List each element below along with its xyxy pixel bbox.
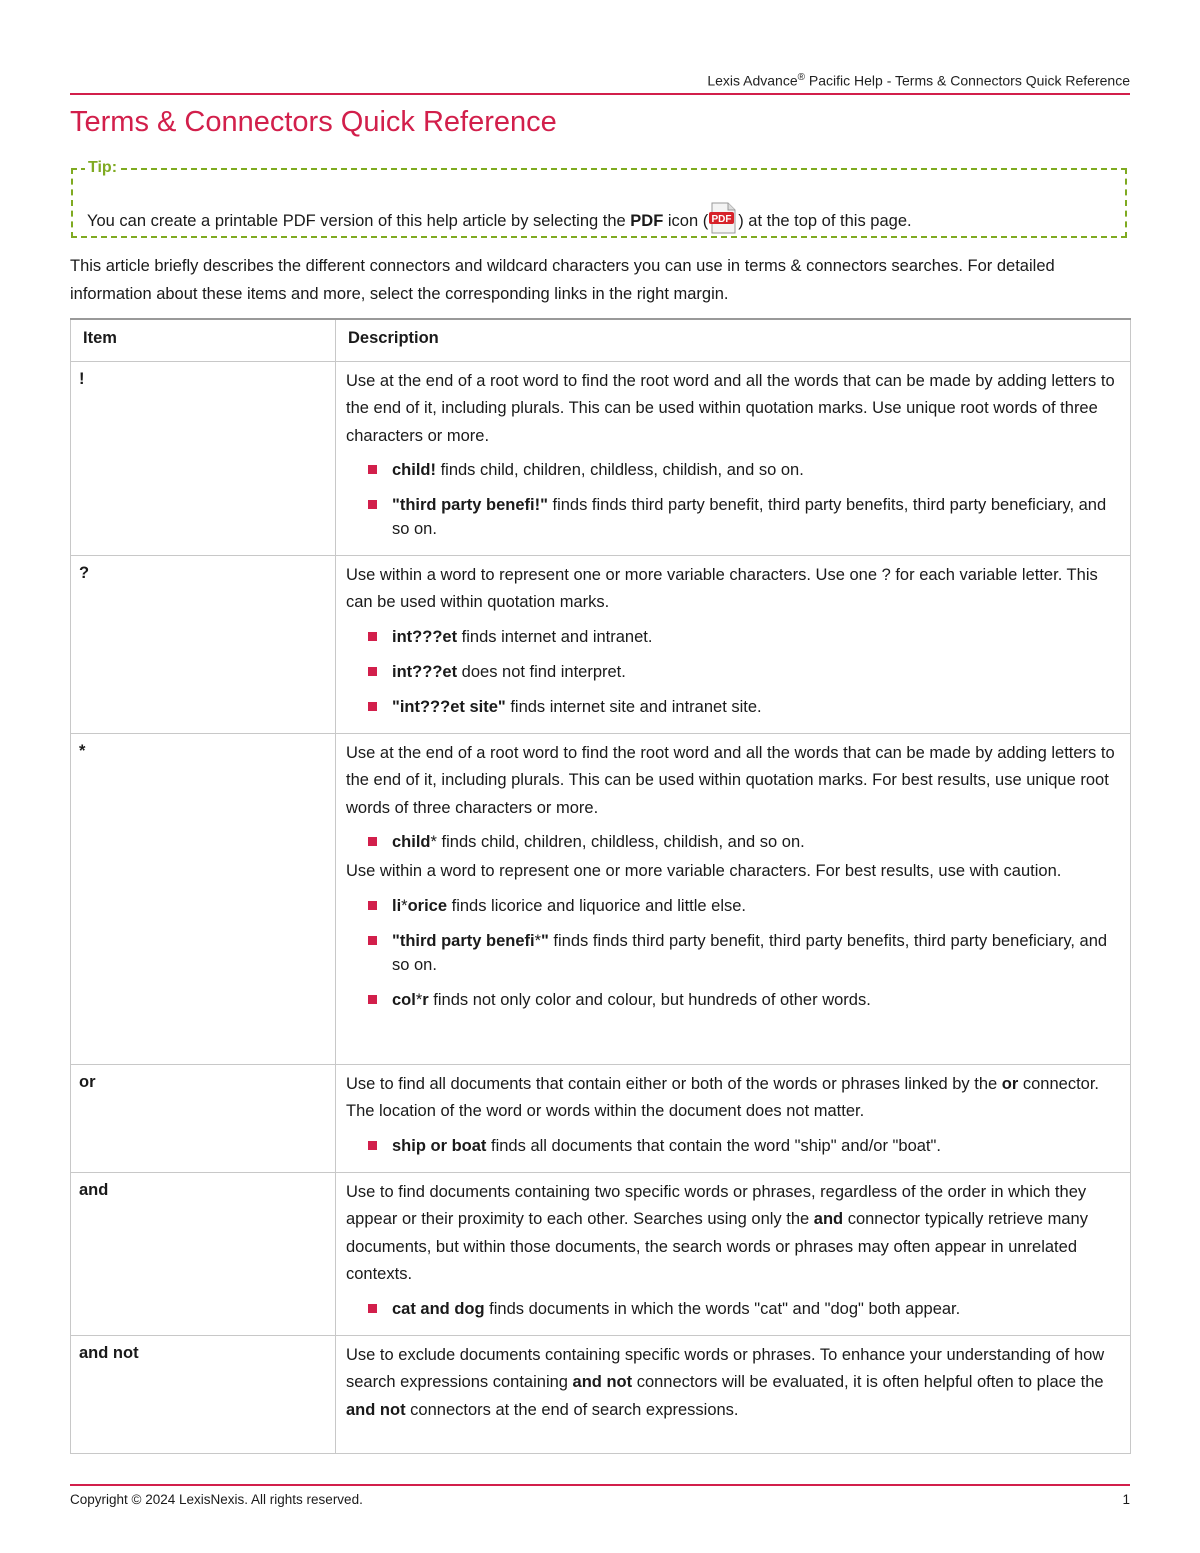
pdf-icon-label: PDF <box>711 214 732 225</box>
description-cell <box>336 555 1131 733</box>
description-cell <box>336 1335 1131 1453</box>
reference-table <box>70 318 1131 1454</box>
description-text: Use to find documents containing two specific words or phrases, regardless of the order in which they appear or their proximity to each other. Searches using only the and connector typically retrieve many documents, but within those documents, the search words or phrases may often appear in unrelated contexts. <box>346 1182 1088 1283</box>
table-row <box>71 1064 1131 1172</box>
example-list <box>346 894 1120 1012</box>
description-cell <box>336 1172 1131 1335</box>
example-item: int???et finds internet and intranet. <box>368 625 1120 649</box>
tip-text <box>87 202 912 234</box>
example-item: "third party benefi!" finds finds third party benefit, third party benefits, third party beneficiary, and so on. <box>368 493 1120 541</box>
example-item: cat and dog finds documents in which the words "cat" and "dog" both appear. <box>368 1297 1120 1321</box>
table-header-row <box>71 319 1131 361</box>
example-item: "third party benefi*" finds finds third party benefit, third party benefits, third party beneficiary, and so on. <box>368 929 1120 977</box>
example-item: "int???et site" finds internet site and intranet site. <box>368 695 1120 719</box>
tip-text-mid: icon ( <box>663 212 709 230</box>
table-row <box>71 361 1131 555</box>
example-list <box>346 1134 1120 1158</box>
item-cell: ! <box>71 361 336 555</box>
example-item: col*r finds not only color and colour, but hundreds of other words. <box>368 988 1120 1012</box>
table-row <box>71 1335 1131 1453</box>
example-item: child! finds child, children, childless, childish, and so on. <box>368 458 1120 482</box>
example-list <box>346 1297 1120 1321</box>
page-number: 1 <box>1122 1492 1130 1507</box>
description-cell <box>336 733 1131 1064</box>
example-list <box>346 830 1120 854</box>
running-header <box>70 72 1130 95</box>
example-item: int???et does not find interpret. <box>368 660 1120 684</box>
example-item: ship or boat finds all documents that contain the word "ship" and/or "boat". <box>368 1134 1120 1158</box>
copyright-text: Copyright © 2024 LexisNexis. All rights reserved. <box>70 1492 363 1507</box>
description-text: Use at the end of a root word to find the root word and all the words that can be made by adding letters to the end of it, including plurals. This can be used within quotation marks. For best results, use unique root words of three characters or more. <box>346 743 1115 817</box>
column-header-item: Item <box>71 319 336 361</box>
item-cell: or <box>71 1064 336 1172</box>
page-title: Terms & Connectors Quick Reference <box>70 106 557 138</box>
pdf-icon[interactable] <box>708 202 738 234</box>
registered-mark: ® <box>797 72 806 83</box>
example-list <box>346 625 1120 719</box>
example-list <box>346 458 1120 541</box>
item-cell: ? <box>71 555 336 733</box>
tip-text-after: ) at the top of this page. <box>738 212 912 230</box>
table-row <box>71 555 1131 733</box>
table-row <box>71 1172 1131 1335</box>
example-item: child* finds child, children, childless, childish, and so on. <box>368 830 1120 854</box>
tip-pdf-bold: PDF <box>630 212 664 230</box>
tip-text-before: You can create a printable PDF version of this help article by selecting the <box>87 212 631 230</box>
description-cell <box>336 361 1131 555</box>
item-cell: and not <box>71 1335 336 1453</box>
description-text: Use at the end of a root word to find the root word and all the words that can be made by adding letters to the end of it, including plurals. This can be used within quotation marks. Use unique root words of three characters or more. <box>346 371 1115 445</box>
description-text: Use to find all documents that contain either or both of the words or phrases linked by the or connector. The location of the word or words within the document does not matter. <box>346 1074 1100 1120</box>
item-cell: * <box>71 733 336 1064</box>
description-text: Use to exclude documents containing specific words or phrases. To enhance your understanding of how search expressions containing and not connectors will be evaluated, it is often helpful often to place the and not connectors at the end of search expressions. <box>346 1345 1105 1419</box>
header-suffix: Pacific Help - Terms & Connectors Quick Reference <box>805 72 1130 89</box>
item-cell: and <box>71 1172 336 1335</box>
tip-label: Tip: <box>85 159 120 177</box>
column-header-description: Description <box>336 319 1131 361</box>
header-prefix: Lexis Advance <box>707 72 798 89</box>
page-footer <box>70 1484 1130 1507</box>
description-cell <box>336 1064 1131 1172</box>
tip-box <box>71 159 1127 238</box>
intro-paragraph: This article briefly describes the different connectors and wildcard characters you can use in terms & connectors searches. For detailed information about these items and more, select the corresponding links in the right margin. <box>70 257 1055 303</box>
description-text: Use within a word to represent one or more variable characters. Use one ? for each variable letter. This can be used within quotation marks. <box>346 565 1098 611</box>
description-text: Use within a word to represent one or more variable characters. For best results, use with caution. <box>346 862 1062 880</box>
example-item: li*orice finds licorice and liquorice and little else. <box>368 894 1120 918</box>
table-row <box>71 733 1131 1064</box>
